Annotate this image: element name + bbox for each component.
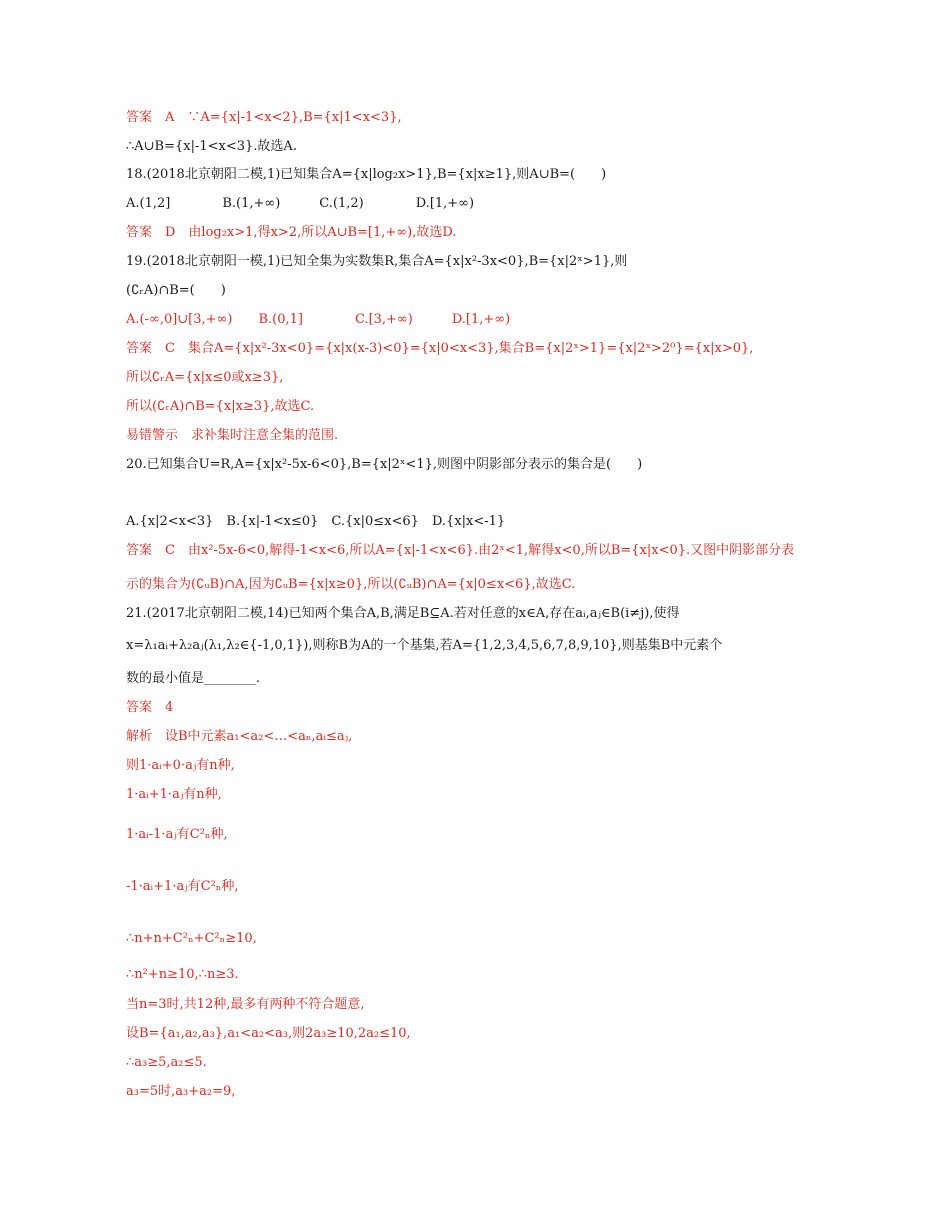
- answer-18: 答案 D 由log₂x>1,得x>2,所以A∪B=[1,+∞),故选D.: [126, 225, 457, 240]
- answer-19-step3: 所以(∁ᵣA)∩B={x|x≥3},故选C.: [126, 399, 315, 414]
- answer-19: 答案 C 集合A={x|x²-3x<0}={x|x(x-3)<0}={x|0<x<3},集合B={x|2ˣ>1}={x|2ˣ>2⁰}={x|x>0},: [126, 341, 754, 356]
- error-warning: 易错警示 求补集时注意全集的范围.: [126, 428, 339, 443]
- analysis-step1: 则1·aᵢ+0·aⱼ有n种,: [126, 758, 235, 773]
- question-19-cont: (∁ᵣA)∩B=( ): [126, 283, 226, 298]
- question-18-options: A.(1,2] B.(1,+∞) C.(1,2) D.[1,+∞): [126, 196, 475, 211]
- question-20-options: A.{x|2<x<3} B.{x|-1<x≤0} C.{x|0≤x<6} D.{x|x<-1}: [126, 514, 506, 529]
- answer-21: 答案 4: [126, 700, 174, 715]
- answer-17: 答案 A ∵A={x|-1<x<2},B={x|1<x<3},: [126, 110, 402, 125]
- analysis-step2: 1·aᵢ+1·aⱼ有n种,: [126, 787, 222, 802]
- analysis-step7: 当n=3时,共12种,最多有两种不符合题意,: [126, 997, 365, 1012]
- question-18: 18.(2018北京朝阳二模,1)已知集合A={x|log₂x>1},B={x|x≥1},则A∪B=( ): [126, 167, 607, 182]
- analysis-step5: ∴n+n+C²ₙ+C²ₙ≥10,: [126, 931, 257, 946]
- question-21: 21.(2017北京朝阳二模,14)已知两个集合A,B,满足B⊆A.若对任意的x∈A,存在aᵢ,aⱼ∈B(i≠j),使得: [126, 606, 680, 621]
- analysis-step6: ∴n²+n≥10,∴n≥3.: [126, 967, 239, 982]
- analysis-step4: -1·aᵢ+1·aⱼ有C²ₙ种,: [126, 879, 239, 894]
- analysis-step9: ∴a₃≥5,a₂≤5.: [126, 1055, 207, 1070]
- analysis-21: 解析 设B中元素a₁<a₂<…<aₙ,aᵢ≤aⱼ,: [126, 729, 353, 744]
- question-20: 20.已知集合U=R,A={x|x²-5x-6<0},B={x|2ˣ<1},则图中阴影部分表示的集合是( ): [126, 457, 643, 472]
- answer-20-cont: 示的集合为(∁ᵤB)∩A,因为∁ᵤB={x|x≥0},所以(∁ᵤB)∩A={x|0≤x<6},故选C.: [126, 577, 576, 592]
- question-21-cont: x=λ₁aᵢ+λ₂aⱼ(λ₁,λ₂∈{-1,0,1}),则称B为A的一个基集,若A={1,2,3,4,5,6,7,8,9,10},则基集B中元素个: [126, 638, 723, 653]
- analysis-step8: 设B={a₁,a₂,a₃},a₁<a₂<a₃,则2a₃≥10,2a₂≤10,: [126, 1026, 411, 1041]
- question-21-blank: 数的最小值是________.: [126, 671, 261, 686]
- answer-19-step2: 所以∁ᵣA={x|x≤0或x≥3},: [126, 370, 284, 385]
- answer-20: 答案 C 由x²-5x-6<0,解得-1<x<6,所以A={x|-1<x<6}.由2ˣ<1,解得x<0,所以B={x|x<0}.又图中阴影部分表: [126, 543, 795, 558]
- analysis-step3: 1·aᵢ-1·aⱼ有C²ₙ种,: [126, 827, 228, 842]
- question-19: 19.(2018北京朝阳一模,1)已知全集为实数集R,集合A={x|x²-3x<0},B={x|2ˣ>1},则: [126, 254, 628, 269]
- answer-17-cont: ∴A∪B={x|-1<x<3}.故选A.: [126, 139, 297, 154]
- question-19-options: A.(-∞,0]∪[3,+∞) B.(0,1] C.[3,+∞) D.[1,+∞): [126, 312, 511, 327]
- analysis-step10: a₃=5时,a₃+a₂=9,: [126, 1084, 236, 1099]
